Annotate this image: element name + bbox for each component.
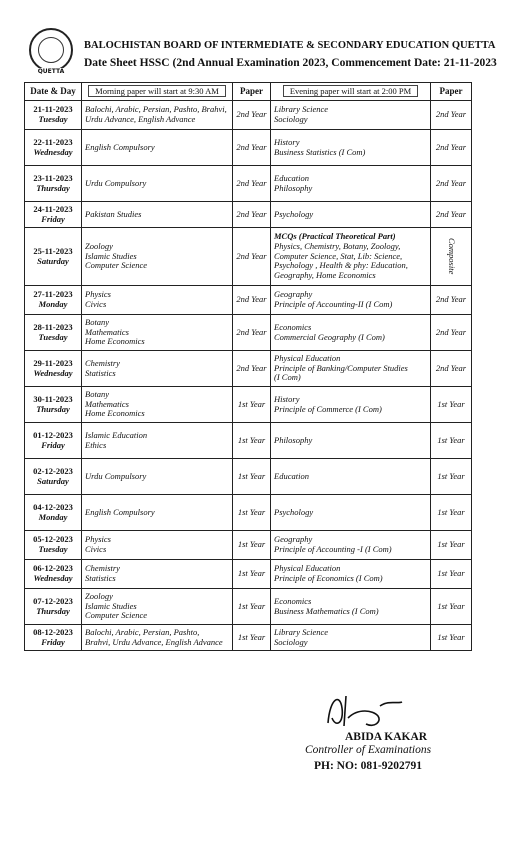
date-sheet-title: Date Sheet HSSC (2nd Annual Examination 2023, Commencement Date: 21-11-2023 [84,57,497,69]
morning-paper-cell: 2nd Year [233,166,271,202]
date-value: 27-11-2023 [33,289,73,300]
subject-line: Ethics [85,439,107,450]
subject-line: Brahvi, Urdu Advance, English Advance [85,636,223,647]
day-value: Friday [41,213,65,224]
subject-line: Psychology [274,208,314,219]
subject-line: Library Science [274,626,329,637]
day-value: Friday [41,636,65,647]
subject-line: Geography [274,534,313,545]
subject-line: Balochi, Arabic, Persian, Pashto, Brahvi, [85,104,227,115]
subject-line: Civics [85,299,107,309]
table-row [25,531,472,560]
table-row [25,286,472,315]
subject-line: Philosophy [274,182,313,193]
subject-line: Islamic Education [85,429,148,440]
evening-subjects-cell [271,531,431,560]
date-cell [25,286,82,315]
board-title: BALOCHISTAN BOARD OF INTERMEDIATE & SECONDARY EDUCATION QUETTA [84,40,496,51]
subject-line: MCQs (Practical Theoretical Part) [274,231,396,242]
date-cell [25,423,82,459]
day-value: Tuesday [38,114,68,124]
subject-line: Physics, Chemistry, Botany, Zoology, [274,240,401,251]
date-value: 28-11-2023 [33,321,73,332]
morning-paper-cell: 1st Year [233,531,271,560]
morning-paper-cell: 1st Year [233,560,271,589]
controller-phone: PH: NO: 081-9202791 [314,760,422,772]
date-cell [25,228,82,286]
evening-paper-cell: 2nd Year [431,101,472,130]
subject-line: Botany [85,316,110,327]
date-value: 01-12-2023 [33,429,73,440]
evening-paper-cell: 1st Year [431,495,472,531]
header-evening: Evening paper will start at 2:00 PM [271,83,431,101]
morning-paper-cell: 2nd Year [233,286,271,315]
evening-subjects-cell [271,459,431,495]
subject-line: Computer Science, Stat, Lib: Science, [274,250,403,261]
morning-paper-cell: 2nd Year [233,130,271,166]
date-cell [25,589,82,625]
table-row [25,202,472,228]
subject-line: Geography, Home Economics [274,270,376,281]
subject-line: History [274,136,300,147]
date-value: 07-12-2023 [33,595,73,606]
logo-text: QUETTA [31,68,71,75]
header-date-day: Date & Day [25,83,82,101]
evening-subjects-cell [271,101,431,130]
subject-line: Urdu Compulsory [85,470,147,481]
date-value: 30-11-2023 [33,393,73,404]
table-row [25,459,472,495]
controller-name: ABIDA KAKAR [345,731,428,743]
day-value: Tuesday [38,544,68,554]
header-morning: Morning paper will start at 9:30 AM [82,83,233,101]
controller-title: Controller of Examinations [305,744,432,756]
morning-subjects-cell [82,560,233,589]
evening-paper-cell: 1st Year [431,387,472,423]
date-value: 29-11-2023 [33,357,73,368]
subject-line: English Compulsory [85,141,155,152]
date-cell [25,531,82,560]
evening-paper-cell: 2nd Year [431,315,472,351]
day-value: Wednesday [33,146,73,157]
subject-line: Economics [274,321,312,332]
morning-paper-cell: 2nd Year [233,351,271,387]
subject-line: Education [274,470,309,481]
date-value: 25-11-2023 [33,245,73,256]
subject-line: Zoology [85,590,113,601]
morning-paper-cell: 1st Year [233,625,271,651]
subject-line: Balochi, Arabic, Persian, Pashto, [85,626,200,637]
morning-subjects-cell [82,387,233,423]
morning-subjects-cell [82,495,233,531]
evening-subjects-cell [271,387,431,423]
subject-line: Islamic Studies [85,250,137,261]
morning-subjects-cell [82,130,233,166]
subject-line: Principle of Accounting -I (I Com) [274,544,392,554]
morning-paper-cell: 2nd Year [233,202,271,228]
date-value: 21-11-2023 [33,104,73,115]
subject-line: Chemistry [85,357,120,368]
subject-line: Business Statistics (I Com) [274,146,366,157]
subject-line: Philosophy [274,434,313,445]
subject-line: Principle of Banking/Computer Studies [274,362,408,373]
subject-line: Geography [274,289,313,300]
date-cell [25,560,82,589]
subject-line: Sociology [274,114,308,124]
day-value: Tuesday [38,331,68,342]
date-value: 02-12-2023 [33,465,73,476]
day-value: Wednesday [33,367,73,378]
evening-paper-cell: 1st Year [431,589,472,625]
day-value: Monday [38,299,68,309]
morning-paper-cell: 2nd Year [233,101,271,130]
date-cell [25,166,82,202]
evening-paper-cell: 1st Year [431,459,472,495]
morning-subjects-cell [82,459,233,495]
date-value: 06-12-2023 [33,563,73,574]
table-row [25,625,472,651]
evening-subjects-cell [271,560,431,589]
table-row [25,315,472,351]
day-value: Saturday [37,475,69,486]
evening-paper-cell: 2nd Year [431,166,472,202]
evening-paper-cell: 1st Year [431,625,472,651]
date-value: 05-12-2023 [33,534,73,545]
date-value: 04-12-2023 [33,501,73,512]
evening-paper-cell: 2nd Year [431,351,472,387]
subject-line: Principle of Economics (I Com) [274,573,383,583]
subject-line: Islamic Studies [85,600,137,611]
subject-line: Mathematics [85,398,129,409]
subject-line: Home Economics [85,408,145,419]
subject-line: Sociology [274,636,308,647]
header-paper-morning: Paper [233,83,271,101]
date-cell [25,625,82,651]
morning-subjects-cell [82,166,233,202]
morning-subjects-cell [82,423,233,459]
subject-line: Physics [85,534,111,545]
evening-subjects-cell [271,351,431,387]
morning-paper-cell: 1st Year [233,387,271,423]
morning-subjects-cell [82,202,233,228]
signature-mark [318,688,408,733]
evening-subjects-cell [271,130,431,166]
subject-line: Computer Science [85,610,148,621]
morning-subjects-cell [82,625,233,651]
table-row [25,387,472,423]
day-value: Thursday [36,605,70,616]
subject-line: Education [274,172,309,183]
date-cell [25,202,82,228]
subject-line: Physics [85,289,111,300]
subject-line: Pakistan Studies [85,208,142,219]
board-logo [29,28,73,75]
table-row [25,228,472,286]
date-cell [25,459,82,495]
date-value: 08-12-2023 [33,626,73,637]
subject-line: Statistics [85,573,116,583]
morning-subjects-cell [82,315,233,351]
subject-line: Economics [274,595,312,606]
table-row [25,351,472,387]
evening-paper-cell: 2nd Year [431,130,472,166]
table-row [25,101,472,130]
date-cell [25,101,82,130]
table-row [25,495,472,531]
evening-subjects-cell [271,286,431,315]
morning-paper-cell: 1st Year [233,495,271,531]
evening-paper-cell: 1st Year [431,560,472,589]
day-value: Wednesday [33,573,73,583]
morning-paper-cell: 1st Year [233,589,271,625]
subject-line: English Compulsory [85,506,155,517]
morning-paper-cell: 2nd Year [233,315,271,351]
subject-line: Psychology [274,506,314,517]
evening-paper-cell: 1st Year [431,531,472,560]
table-row [25,589,472,625]
table-row [25,166,472,202]
subject-line: Physical Education [274,352,341,363]
morning-subjects-cell [82,228,233,286]
subject-line: Mathematics [85,326,129,337]
table-row [25,130,472,166]
date-cell [25,495,82,531]
table-header-row [25,83,472,101]
morning-paper-cell: 1st Year [233,459,271,495]
morning-subjects-cell [82,101,233,130]
evening-subjects-cell [271,625,431,651]
day-value: Monday [38,511,68,522]
morning-paper-cell: 2nd Year [233,228,271,286]
subject-line: Physical Education [274,563,341,574]
morning-subjects-cell [82,351,233,387]
evening-subjects-cell [271,589,431,625]
table-row [25,560,472,589]
day-value: Saturday [37,255,69,266]
subject-line: Chemistry [85,563,120,574]
date-sheet-table [24,82,472,651]
subject-line: Civics [85,544,107,554]
header-paper-evening: Paper [431,83,472,101]
subject-line: Business Mathematics (I Com) [274,605,379,616]
evening-subjects-cell [271,202,431,228]
subject-line: Home Economics [85,336,145,347]
evening-paper-cell: 2nd Year [431,202,472,228]
subject-line: Commercial Geography (I Com) [274,331,385,342]
subject-line: History [274,393,300,404]
evening-subjects-cell [271,315,431,351]
evening-subjects-cell [271,166,431,202]
evening-subjects-cell [271,495,431,531]
table-row [25,423,472,459]
day-value: Thursday [36,403,70,414]
subject-line: Principle of Commerce (I Com) [274,403,382,414]
morning-subjects-cell [82,589,233,625]
day-value: Thursday [36,182,70,193]
morning-subjects-cell [82,531,233,560]
evening-paper-cell: 2nd Year [431,286,472,315]
date-cell [25,351,82,387]
subject-line: Library Science [274,104,329,115]
subject-line: Statistics [85,367,116,378]
evening-subjects-cell [271,228,431,286]
date-cell [25,130,82,166]
subject-line: (I Com) [274,372,301,383]
subject-line: Botany [85,388,110,399]
morning-paper-cell: 1st Year [233,423,271,459]
subject-line: Principle of Accounting-II (I Com) [274,299,393,309]
morning-subjects-cell [82,286,233,315]
subject-line: Urdu Compulsory [85,177,147,188]
day-value: Friday [41,439,65,450]
subject-line: Psychology , Health & phy: Education, [274,260,408,271]
date-value: 23-11-2023 [33,172,73,183]
date-cell [25,315,82,351]
date-value: 22-11-2023 [33,136,73,147]
evening-paper-cell: 1st Year [431,423,472,459]
subject-line: Urdu Advance, English Advance [85,114,196,124]
subject-line: Computer Science [85,260,148,271]
subject-line: Zoology [85,240,113,251]
date-value: 24-11-2023 [33,203,73,214]
date-cell [25,387,82,423]
evening-paper-cell: Composite [431,228,472,286]
evening-subjects-cell [271,423,431,459]
